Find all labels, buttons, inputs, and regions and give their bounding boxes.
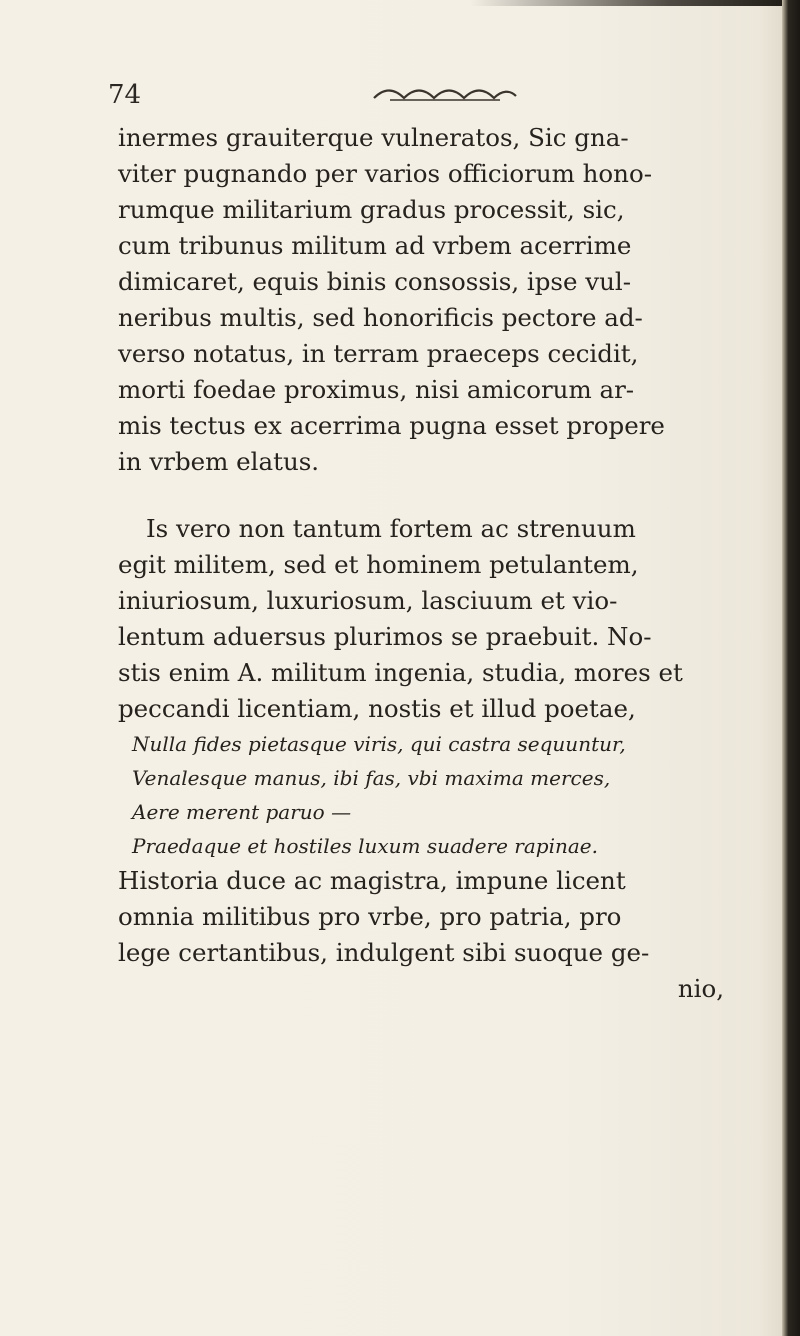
- text-line: Historia duce ac magistra, impune licent: [118, 866, 626, 895]
- verse-line: Venalesque manus, ibi fas, vbi maxima merces,: [132, 766, 611, 790]
- text-line: omnia militibus pro vrbe, pro patria, pro: [118, 902, 622, 931]
- text-line: lentum aduersus plurimos se praebuit. No-: [118, 622, 652, 651]
- text-line: viter pugnando per varios officiorum hono-: [118, 159, 652, 188]
- text-line: peccandi licentiam, nostis et illud poetae,: [118, 694, 636, 723]
- text-line: morti foedae proximus, nisi amicorum ar-: [118, 375, 635, 404]
- paragraph-gap: [118, 480, 768, 511]
- text-line: lege certantibus, indulgent sibi suoque ge-: [118, 938, 650, 967]
- text-line: rumque militarium gradus processit, sic,: [118, 195, 625, 224]
- page-number: 74: [108, 80, 142, 110]
- text-line: verso notatus, in terram praeceps cecidit,: [118, 339, 639, 368]
- header-ornament: [370, 86, 520, 104]
- text-line: in vrbem elatus.: [118, 447, 320, 476]
- text-line: mis tectus ex acerrima pugna esset propere: [118, 411, 665, 440]
- text-line: egit militem, sed et hominem petulantem,: [118, 550, 639, 579]
- text-line: dimicaret, equis binis consossis, ipse vul-: [118, 267, 632, 296]
- page-top-edge-shadow: [470, 0, 800, 6]
- text-line: cum tribunus militum ad vrbem acerrime: [118, 231, 632, 260]
- catchword-line: nio,: [677, 974, 724, 1003]
- text-line: iniuriosum, luxuriosum, lasciuum et vio-: [118, 586, 618, 615]
- verse-line: Nulla fides pietasque viris, qui castra sequuntur,: [132, 732, 626, 756]
- verse-line: Praedaque et hostiles luxum suadere rapinae.: [132, 834, 598, 858]
- text-line: stis enim A. militum ingenia, studia, mores et: [118, 658, 683, 687]
- book-spine-shadow: [782, 0, 800, 1336]
- body-text: [118, 120, 768, 1007]
- text-line: neribus multis, sed honorificis pectore ad-: [118, 303, 643, 332]
- text-line: Is vero non tantum fortem ac strenuum: [146, 514, 636, 543]
- verse-line: Aere merent paruo —: [132, 800, 352, 824]
- text-line: inermes grauiterque vulneratos, Sic gna-: [118, 123, 629, 152]
